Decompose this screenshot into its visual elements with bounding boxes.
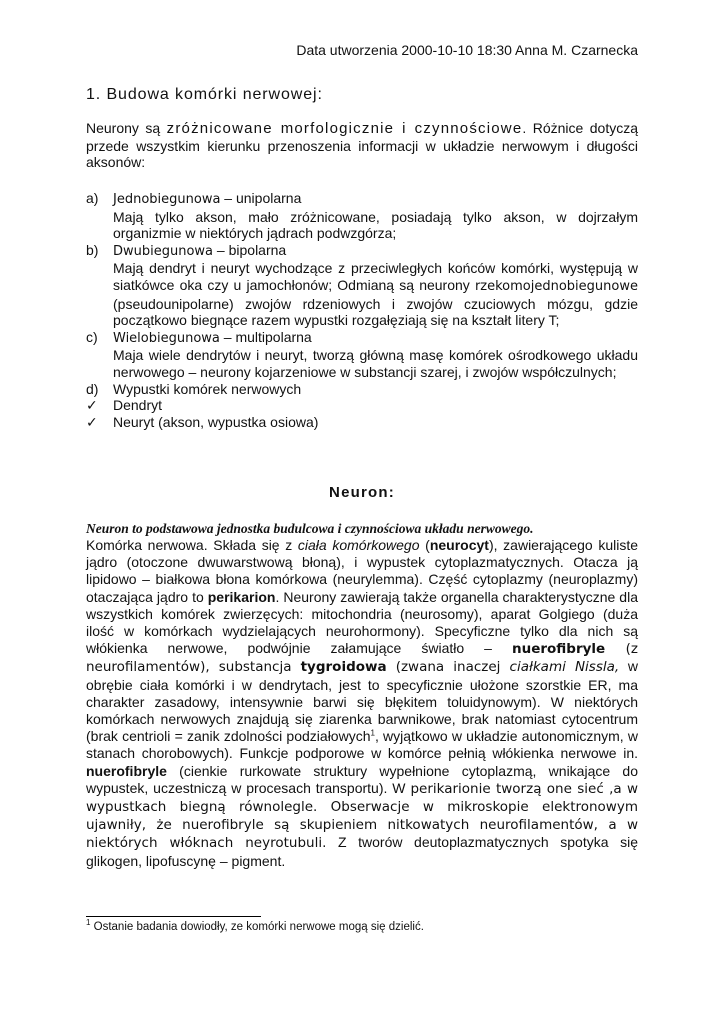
list-item: d) Wypustki komórek nerwowych bbox=[86, 380, 302, 397]
footnote-reference[interactable]: 1 bbox=[370, 728, 375, 738]
list-item: b) Dwubiegunowa – bipolarna Mają dendryt i neuryt wychodzące z przeciwległych końców komórki, występują w siatkówce oka czy u jamochłonów; Odmianą są neurony rzekomojednobiegunowe (pseudounipolarne) zwojów rdzeniowych i zwojów czuciowych mózgu, gdzie początkowo biegnące razem wypustki rozgałęziają się na kształt litery T; bbox=[86, 241, 638, 329]
type-term: Dwubiegunowa bbox=[113, 243, 214, 259]
section-title: 1. Budowa komórki nerwowej: bbox=[86, 86, 323, 103]
section-subtitle: Neuron: bbox=[329, 484, 395, 501]
footnote-divider bbox=[86, 916, 261, 917]
footnote-number: 1 bbox=[86, 918, 91, 928]
type-description: Maja wiele dendrytów i neuryt, tworzą główną masę komórek ośrodkowego układu nerwowego – neurony kojarzeniowe w substancji szarej, i zwojów współczulnych; bbox=[113, 347, 638, 380]
type-term: Wielobiegunowa bbox=[113, 330, 220, 346]
checkmark-icon: ✓ bbox=[86, 397, 98, 414]
intro-paragraph: Neurony są zróżnicowane morfologicznie i czynnościowe. Różnice dotyczą przede wszystkim kierunku przenoszenia informacji w układzie nerwowym i długości aksonów: bbox=[86, 120, 639, 171]
subtype-term: rzekomojednobiegunowe bbox=[474, 278, 638, 294]
type-term: Jednobiegunowa bbox=[113, 192, 221, 207]
list-item: c) Wielobiegunowa – multipolarna Maja wiele dendrytów i neuryt, tworzą główną masę komórek ośrodkowego układu nerwowego – neurony kojarzeniowe w substancji szarej, i zwojów współczulnych; bbox=[86, 328, 638, 380]
list-item: ✓ Dendryt bbox=[86, 397, 163, 414]
type-description: Mają tylko akson, mało zróżnicowane, posiadają tylko akson, w dojrzałym organizmie w niektórych jądrach podwzgórza; bbox=[113, 208, 638, 242]
list-item: a) Jednobiegunowa – unipolarna Mają tylko akson, mało zróżnicowane, posiadają tylko akson, w dojrzałym organizmie w niektórych jądrach podwzgórza; bbox=[86, 190, 638, 242]
neuron-paragraph: Komórka nerwowa. Składa się z ciała komórkowego (neurocyt), zawierającego kuliste jądro (otoczone dwuwarstwową błoną), i wypustek cytoplazmatycznych. Otacza ją lipidowo – białkowa błona komórkowa (neurylemma). Część cytoplazmy (neuroplazmy) otaczająca jądro to perikarion. Neurony zawierają także organella charakterystyczne dla wszystkich komórek zwierzęcych: mitochondria (neurosomy), aparat Golgiego (duża ilość w komórkach wydzielających neurohormony). Specyficzne tylko dla nich są włókienka nerwowe, podwójnie załamujące światło – nuerofibryle (z neurofilamentów), substancja tygroidowa (zwana inaczej ciałkami Nissla, w obrębie ciała komórki i w dendrytach, jest to specyficznie ułożone szorstkie ER, ma charakter zasadowy, intensywnie barwi się błękitem toluidynowym). W niektórych komórkach nerwowych znajdują się ziarenka barwnikowe, brak natomiast cytocentrum (brak centrioli = zanik zdolności podziałowych$^1$, wyjątkowo w układzie autonomicznym, w stanach chorobowych). Funkcje podporowe w komórce pełnią włókienka nerwowe in. nuerofibryle (cienkie rurkowate struktury wypełnione cytoplazmą, wnikające do wypustek, uczestniczą w procesach transportu). W perikarionie tworzą one sieć ,a w wypustkach biegną równolegle. Obserwacje w mikroskopie elektronowym ujawniły, że nuerofibryle są skupieniem nitkowatych neurofilamentów, a w niektórych włóknach neyrotubuli. Z tworów deutoplazmatycznych spotyka się glikogen, lipofuscynę – pigment. bbox=[86, 537, 639, 869]
document-header: Data utworzenia 2000-10-10 18:30 Anna M. Czarnecka bbox=[296, 42, 638, 58]
type-description: Mają dendryt i neuryt wychodzące z przeciwległych końców komórki, występują w siatkówce oka czy u jamochłonów; Odmianą są neurony rzekomojednobiegunowe (pseudounipolarne) zwojów rdzeniowych i zwojów czuciowych mózgu, gdzie początkowo biegnące razem wypustki rozgałęziają się na kształt litery T; bbox=[113, 260, 638, 329]
neuron-types-list bbox=[86, 190, 638, 430]
lead-sentence: Neuron to podstawowa jednostka budulcowa i czynnościowa układu nerwowego. bbox=[86, 521, 534, 536]
intro-emphasis: zróżnicowane morfologicznie i czynnościowe bbox=[166, 120, 523, 137]
list-item: ✓ Neuryt (akson, wypustka osiowa) bbox=[86, 413, 319, 430]
checkmark-icon: ✓ bbox=[86, 413, 98, 430]
footnote: $^1$ Ostanie badania dowiodły, ze komórki nerwowe mogą się dzielić. bbox=[86, 918, 424, 933]
